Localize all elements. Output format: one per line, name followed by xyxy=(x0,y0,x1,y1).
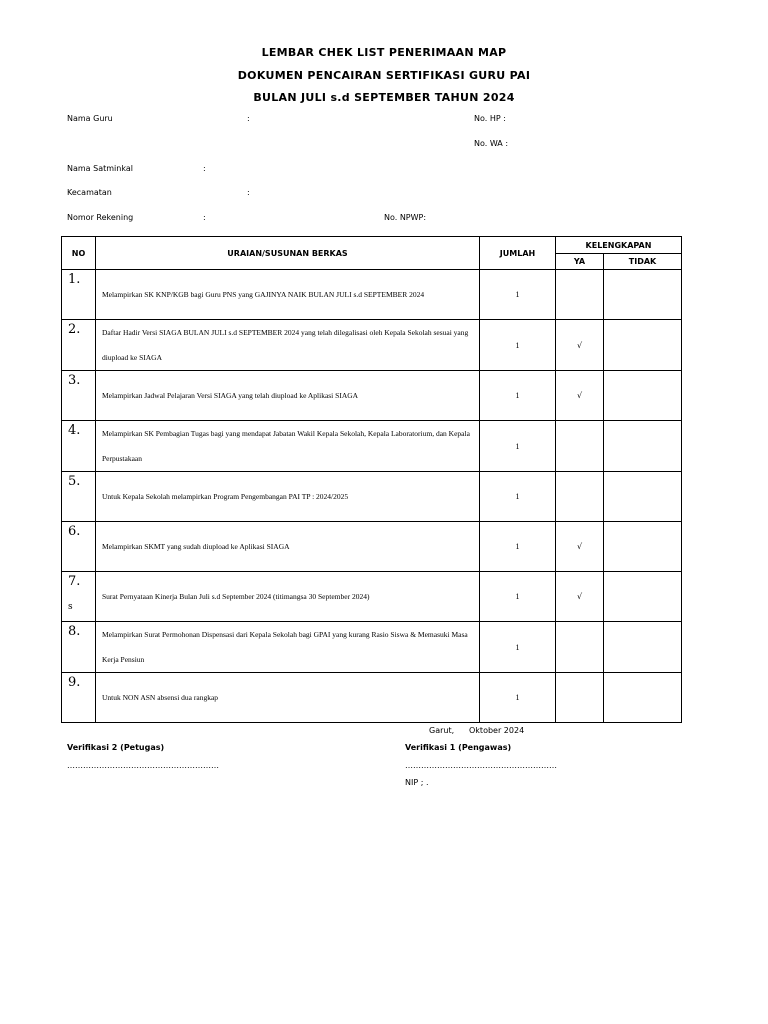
colon-nama-satminkal: : xyxy=(203,164,206,173)
row-number: 8. xyxy=(68,624,81,639)
row-number-note: s xyxy=(68,602,73,612)
row-description: Melampirkan SK KNP/KGB bagi Guru PNS yang GAJINYA NAIK BULAN JULI s.d SEPTEMBER 2024 xyxy=(96,270,480,320)
row-ya-checkbox[interactable]: √ xyxy=(556,572,604,622)
verifikasi-2-label: Verifikasi 2 (Petugas) xyxy=(67,743,165,752)
row-ya-checkbox[interactable] xyxy=(556,270,604,320)
row-jumlah: 1 xyxy=(480,472,556,522)
row-ya-checkbox[interactable] xyxy=(556,622,604,673)
colon-kecamatan: : xyxy=(247,188,250,197)
row-number: 7. xyxy=(68,574,81,589)
row-jumlah: 1 xyxy=(480,673,556,723)
title-line-2: DOKUMEN PENCAIRAN SERTIFIKASI GURU PAI xyxy=(237,69,531,82)
signature-line-pengawas: ………………………………………………… xyxy=(405,761,557,770)
label-no-hp: No. HP : xyxy=(474,114,506,123)
row-number: 3. xyxy=(68,373,81,388)
colon-nama-guru: : xyxy=(247,114,250,123)
table-row xyxy=(62,320,682,371)
row-tidak-checkbox[interactable] xyxy=(604,371,682,421)
row-tidak-checkbox[interactable] xyxy=(604,421,682,472)
row-tidak-checkbox[interactable] xyxy=(604,622,682,673)
table-row xyxy=(62,472,682,522)
row-number: 9. xyxy=(68,675,81,690)
label-no-npwp: No. NPWP: xyxy=(384,213,427,222)
header-kelengkapan: KELENGKAPAN xyxy=(556,237,682,254)
row-number: 5. xyxy=(68,474,81,489)
row-tidak-checkbox[interactable] xyxy=(604,572,682,622)
row-jumlah: 1 xyxy=(480,371,556,421)
checklist-table xyxy=(61,236,682,723)
row-ya-checkbox[interactable]: √ xyxy=(556,320,604,371)
table-row xyxy=(62,421,682,472)
row-ya-checkbox[interactable] xyxy=(556,421,604,472)
label-no-wa: No. WA : xyxy=(474,139,509,148)
row-number: 4. xyxy=(68,423,81,438)
verifikasi-1-label: Verifikasi 1 (Pengawas) xyxy=(405,743,512,752)
row-description: Surat Pernyataan Kinerja Bulan Juli s.d September 2024 (titimangsa 30 September 2024) xyxy=(96,572,480,622)
row-jumlah: 1 xyxy=(480,270,556,320)
row-jumlah: 1 xyxy=(480,572,556,622)
header-jumlah: JUMLAH xyxy=(480,237,556,270)
row-tidak-checkbox[interactable] xyxy=(604,673,682,723)
footer-place: Garut, xyxy=(429,726,455,735)
row-jumlah: 1 xyxy=(480,522,556,572)
row-jumlah: 1 xyxy=(480,622,556,673)
table-row xyxy=(62,371,682,421)
footer-date: Oktober 2024 xyxy=(469,726,525,735)
row-description: Melampirkan Jadwal Pelajaran Versi SIAGA yang telah diupload ke Aplikasi SIAGA xyxy=(96,371,480,421)
row-description: Melampirkan SK Pembagian Tugas bagi yang mendapat Jabatan Wakil Kepala Sekolah, Kepala Laboratorium, dan Kepala Perpustakaan xyxy=(96,421,480,472)
label-nama-guru: Nama Guru xyxy=(67,114,113,123)
row-description: Untuk Kepala Sekolah melampirkan Program Pengembangan PAI TP : 2024/2025 xyxy=(96,472,480,522)
row-description: Daftar Hadir Versi SIAGA BULAN JULI s.d SEPTEMBER 2024 yang telah dilegalisasi oleh Kepala Sekolah sesuai yang diupload ke SIAGA xyxy=(96,320,480,371)
row-description: Melampirkan Surat Permohonan Dispensasi dari Kepala Sekolah bagi GPAI yang kurang Rasio Siswa & Memasuki Masa Kerja Pensiun xyxy=(96,622,480,673)
row-description: Melampirkan SKMT yang sudah diupload ke Aplikasi SIAGA xyxy=(96,522,480,572)
row-ya-checkbox[interactable]: √ xyxy=(556,371,604,421)
header-tidak: TIDAK xyxy=(604,254,682,270)
row-number: 2. xyxy=(68,322,81,337)
signature-line-petugas: ………………………………………………… xyxy=(67,761,219,770)
row-ya-checkbox[interactable]: √ xyxy=(556,522,604,572)
header-no: NO xyxy=(62,237,96,270)
label-nomor-rekening: Nomor Rekening xyxy=(67,213,134,222)
row-jumlah: 1 xyxy=(480,421,556,472)
header-uraian: URAIAN/SUSUNAN BERKAS xyxy=(96,237,480,270)
row-tidak-checkbox[interactable] xyxy=(604,522,682,572)
header-ya: YA xyxy=(556,254,604,270)
label-kecamatan: Kecamatan xyxy=(67,188,112,197)
row-number: 1. xyxy=(68,272,81,287)
label-nama-satminkal: Nama Satminkal xyxy=(67,164,133,173)
table-row xyxy=(62,572,682,622)
row-tidak-checkbox[interactable] xyxy=(604,270,682,320)
table-row xyxy=(62,622,682,673)
row-tidak-checkbox[interactable] xyxy=(604,472,682,522)
row-tidak-checkbox[interactable] xyxy=(604,320,682,371)
row-ya-checkbox[interactable] xyxy=(556,673,604,723)
row-description: Untuk NON ASN absensi dua rangkap xyxy=(96,673,480,723)
table-row xyxy=(62,270,682,320)
row-number: 6. xyxy=(68,524,81,539)
table-row xyxy=(62,673,682,723)
row-jumlah: 1 xyxy=(480,320,556,371)
nip-label: NIP ; . xyxy=(405,778,429,787)
title-line-3: BULAN JULI s.d SEPTEMBER TAHUN 2024 xyxy=(253,91,515,104)
title-line-1: LEMBAR CHEK LIST PENERIMAAN MAP xyxy=(261,46,507,59)
table-row xyxy=(62,522,682,572)
row-ya-checkbox[interactable] xyxy=(556,472,604,522)
colon-nomor-rekening: : xyxy=(203,213,206,222)
